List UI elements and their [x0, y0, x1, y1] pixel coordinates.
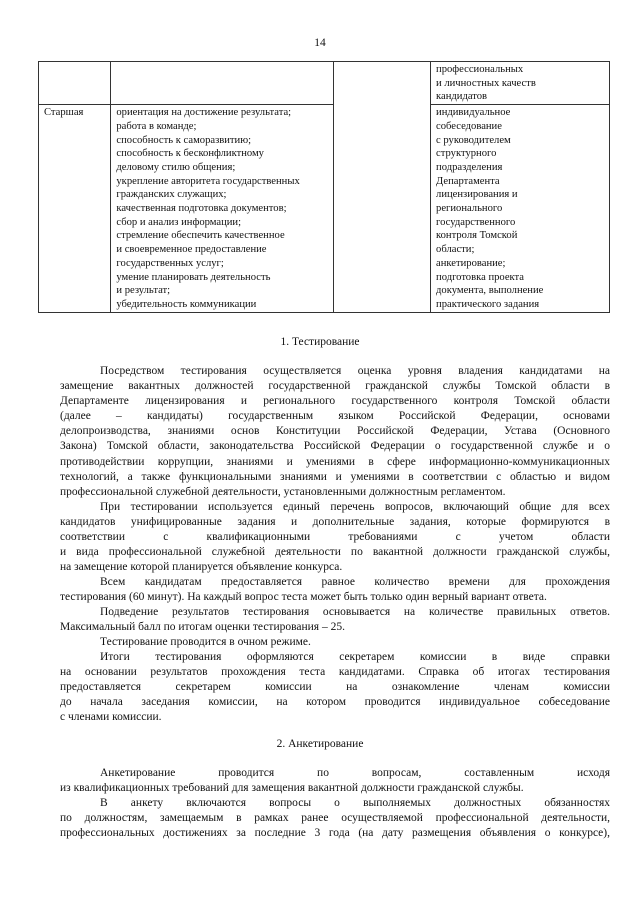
- cell-line: сбор и анализ информации;: [116, 216, 242, 228]
- section-heading-testing: 1. Тестирование: [280, 336, 360, 348]
- cell-line: ориентация на достижение результата;: [116, 107, 292, 119]
- text-line: с членами комиссии.: [60, 711, 162, 724]
- table-cell: [39, 62, 111, 105]
- text-line: кандидатов унифицированные задания и дополнительные задания, которые формируются в: [60, 516, 610, 529]
- cell-line: контроля Томской: [436, 230, 518, 242]
- text-line: противодействии коррупции, знаниями и умениями в сфере информационно-коммуникационных: [60, 455, 610, 468]
- cell-line: укрепление авторитета государственных: [116, 175, 300, 187]
- cell-line: подразделения: [436, 161, 503, 173]
- text-line: Подведение результатов тестирования основывается на количестве правильных ответов.: [100, 606, 610, 618]
- cell-line: работа в команде;: [116, 120, 197, 132]
- cell-line: собеседование: [436, 120, 502, 132]
- paragraph: [60, 575, 610, 605]
- table-row: [39, 105, 610, 313]
- page-number: 14: [314, 37, 326, 49]
- cell-line: деловому стилю общения;: [116, 161, 236, 173]
- text-line: В анкету включаются вопросы о выполняемых должностных обязанностях: [100, 797, 610, 809]
- text-line: Анкетирование проводится по вопросам, составленным исходя: [100, 767, 610, 779]
- text-line: Тестирование проводится в очном режиме.: [100, 636, 311, 648]
- text-line: (далее – кандидаты) государственным языком Российской Федерации, основами: [60, 410, 610, 423]
- text-line: из квалификационных требований для замещения вакантной должности гражданской службы.: [60, 782, 524, 795]
- text-line: профессиональных достижениях за последние 3 года (на дату размещения объявления о конкурсе),: [60, 827, 610, 840]
- text-line: по должностям, замещаемым в рамках ранее осуществляемой профессиональной деятельности,: [60, 812, 610, 825]
- text-line: профессиональной служебной деятельности, установленными должностным регламентом.: [60, 485, 506, 498]
- cell-line: анкетирование;: [436, 257, 506, 269]
- text-line: При тестировании используется единый перечень вопросов, включающий общие для всех: [100, 501, 610, 513]
- table-cell: [431, 62, 610, 105]
- table-cell: [39, 105, 111, 313]
- cell-line: Департамента: [436, 175, 500, 187]
- cell-line: государственного: [436, 216, 516, 228]
- cell-line: и своевременное предоставление: [116, 244, 267, 256]
- cell-line: гражданских служащих;: [116, 189, 227, 201]
- text-line: соответствии с квалификационными требованиями с учетом области: [60, 531, 610, 544]
- table-cell: [333, 62, 431, 313]
- cell-line: кандидатов: [436, 91, 488, 103]
- qualities-cell: [111, 105, 333, 313]
- cell-line: способность к саморазвитию;: [116, 134, 252, 146]
- cell-line: профессиональных: [436, 64, 524, 75]
- cell-line: стремление обеспечить качественное: [116, 230, 285, 242]
- text-line: технологий, а также функциональными знаниями и умениями в соответствии с областью и видом: [60, 470, 610, 483]
- text-line: Всем кандидатам предоставляется равное количество времени для прохождения: [100, 576, 610, 588]
- paragraph: [60, 605, 610, 635]
- text-line: Максимальный балл по итогам оценки тестирования – 25.: [60, 621, 345, 634]
- text-line: тестирования (60 минут). На каждый вопрос теста может быть только один верный вариант ответа.: [60, 591, 547, 604]
- paragraph: [60, 650, 610, 725]
- cell-line: лицензирования и: [436, 189, 518, 201]
- cell-line: способность к бесконфликтному: [116, 148, 264, 160]
- text-line: на замещение которой планируется объявление конкурса.: [60, 561, 343, 574]
- group-label: Старшая: [44, 107, 84, 119]
- cell-line: качественная подготовка документов;: [116, 203, 287, 215]
- cell-line: убедительность коммуникации: [116, 298, 257, 310]
- cell-line: документа, выполнение: [436, 285, 544, 297]
- table-cell: [111, 62, 333, 105]
- cell-line: умение планировать деятельность: [116, 271, 271, 283]
- text-line: Итоги тестирования оформляются секретарем комиссии в виде справки: [100, 651, 610, 663]
- text-line: Закона) Томской области, законодательства Российской Федерации о государственной службе и о: [60, 440, 610, 453]
- paragraph: [60, 635, 610, 650]
- text-line: Посредством тестирования осуществляется оценка уровня владения кандидатами на: [100, 365, 610, 377]
- text-line: замещение вакантных должностей государственной гражданской службы Томской области в: [60, 380, 610, 393]
- cell-line: государственных услуг;: [116, 257, 224, 269]
- section-heading-survey: 2. Анкетирование: [276, 738, 364, 750]
- cell-line: регионального: [436, 203, 503, 215]
- text-line: до начала заседания комиссии, на котором проводится индивидуальное собеседование: [60, 696, 610, 709]
- text-line: Департаменте лицензирования и регионального государственного контроля Томской области: [60, 395, 610, 408]
- cell-line: с руководителем: [436, 134, 511, 146]
- paragraph: [60, 500, 610, 575]
- cell-line: структурного: [436, 148, 497, 160]
- cell-line: области;: [436, 244, 475, 256]
- text-line: предоставляется секретарем комиссии на ознакомление членам комиссии: [60, 681, 610, 694]
- text-line: и вида профессиональной служебной деятельности по вакантной должности гражданской службы,: [60, 546, 610, 559]
- cell-line: и личностных качеств: [436, 77, 536, 89]
- cell-line: и результат;: [116, 285, 171, 297]
- cell-line: подготовка проекта: [436, 271, 525, 283]
- competency-table: [38, 61, 610, 313]
- paragraph: [60, 364, 610, 500]
- cell-line: индивидуальное: [436, 107, 511, 119]
- text-line: на основании результатов прохождения теста кандидатами. Справка об итогах тестирования: [60, 666, 610, 679]
- cell-line: практического задания: [436, 298, 540, 310]
- text-line: делопроизводства, знаниями основ Конституции Российской Федерации, Устава (Основного: [60, 425, 610, 438]
- paragraph: [60, 796, 610, 841]
- table-row: [39, 62, 610, 105]
- methods-cell: [431, 105, 610, 313]
- paragraph: [60, 766, 610, 796]
